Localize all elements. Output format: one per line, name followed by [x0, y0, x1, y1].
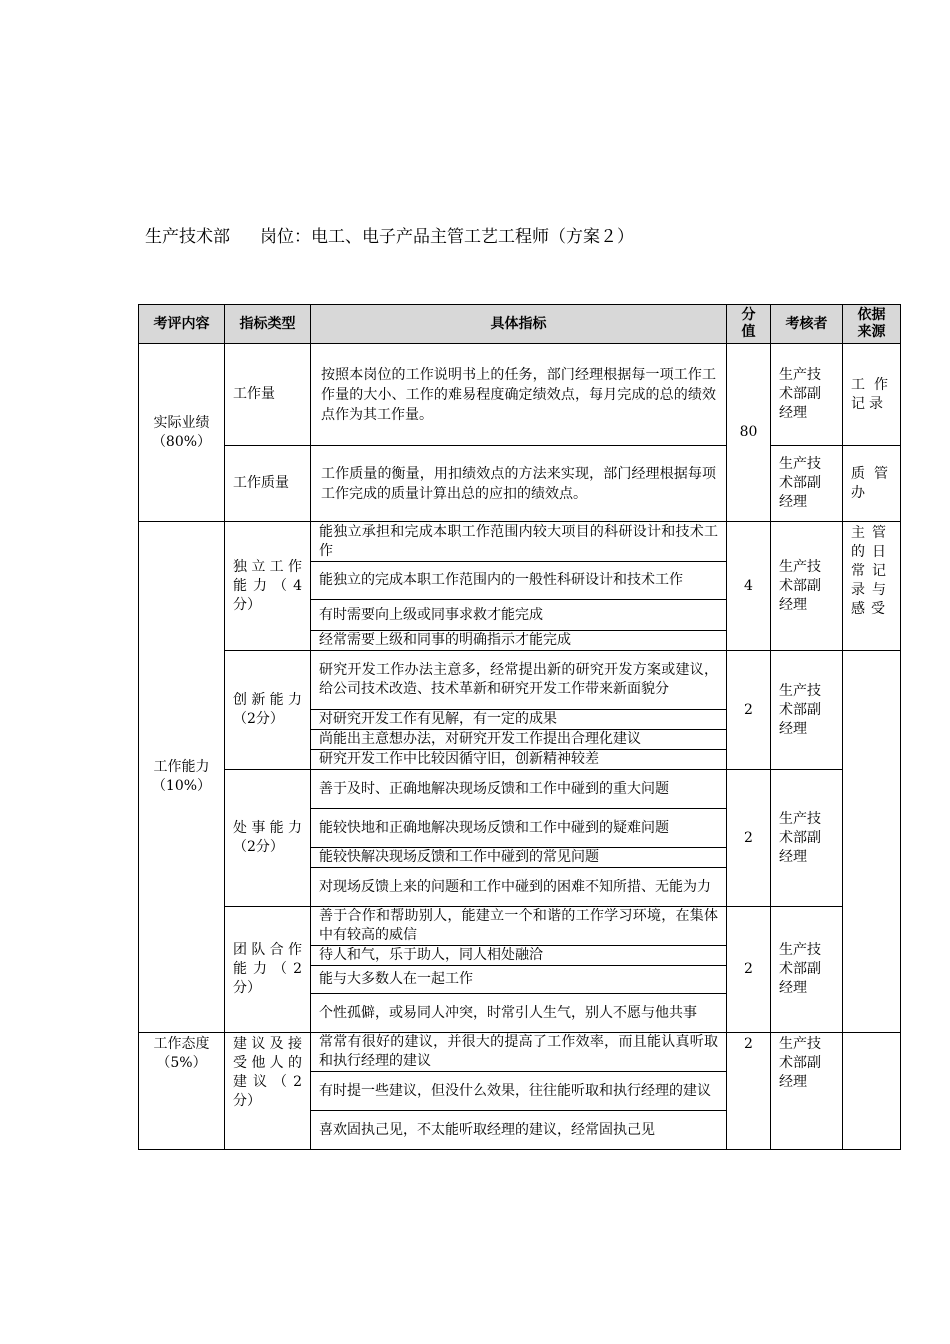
indicator-innovation-3: 尚能出主意想办法，对研究开发工作提出合理化建议	[311, 730, 727, 750]
type-handling: 处事能力（2分）	[225, 770, 311, 907]
evaluation-table	[138, 304, 901, 1150]
type-quality: 工作质量	[225, 446, 311, 522]
source-ability-continued	[843, 651, 901, 1033]
indicator-teamwork-2: 待人和气，乐于助人，同人相处融洽	[311, 946, 727, 966]
reviewer-teamwork: 生产技术部副经理	[771, 907, 843, 1033]
category-performance: 实际业绩（80%）	[139, 344, 225, 522]
indicator-handling-4: 对现场反馈上来的问题和工作中碰到的困难不知所措、无能为力	[311, 868, 727, 907]
indicator-independent-1: 能独立承担和完成本职工作范围内较大项目的科研设计和技术工作	[311, 522, 727, 562]
score-attitude: 2	[727, 1033, 771, 1150]
department-label: 生产技术部	[145, 227, 230, 247]
type-attitude: 建议及接受他人的建议（2分）	[225, 1033, 311, 1150]
header-source: 依据来源	[843, 305, 901, 344]
category-attitude: 工作态度（5%）	[139, 1033, 225, 1150]
indicator-independent-3: 有时需要向上级或同事求救才能完成	[311, 600, 727, 631]
type-teamwork: 团队合作能力（2分）	[225, 907, 311, 1033]
header-score: 分值	[727, 305, 771, 344]
reviewer-independent: 生产技术部副经理	[771, 522, 843, 651]
score-teamwork: 2	[727, 907, 771, 1033]
type-innovation: 创新能力（2分）	[225, 651, 311, 770]
reviewer-attitude: 生产技术部副经理	[771, 1033, 843, 1150]
reviewer-workload: 生产技术部副经理	[771, 344, 843, 446]
indicator-innovation-1: 研究开发工作办法主意多，经常提出新的研究开发方案或建议，给公司技术改造、技术革新和研究开发工作带来新面貌分	[311, 651, 727, 710]
category-ability: 工作能力（10%）	[139, 522, 225, 1033]
source-quality: 质管办	[843, 446, 901, 522]
indicator-independent-2: 能独立的完成本职工作范围内的一般性科研设计和技术工作	[311, 562, 727, 600]
source-ability: 主管的日常记录与感受	[843, 522, 901, 651]
header-row	[139, 305, 901, 344]
header-type: 指标类型	[225, 305, 311, 344]
header-reviewer: 考核者	[771, 305, 843, 344]
indicator-handling-2: 能较快地和正确地解决现场反馈和工作中碰到的疑难问题	[311, 809, 727, 848]
table-row	[139, 446, 901, 522]
table-row	[139, 907, 901, 946]
indicator-workload: 按照本岗位的工作说明书上的任务，部门经理根据每一项工作工作量的大小、工作的难易程度确定绩效点，每月完成的总的绩效点作为其工作量。	[311, 344, 727, 446]
reviewer-quality: 生产技术部副经理	[771, 446, 843, 522]
header-indicator: 具体指标	[311, 305, 727, 344]
score-handling: 2	[727, 770, 771, 907]
reviewer-innovation: 生产技术部副经理	[771, 651, 843, 770]
table-row	[139, 344, 901, 446]
indicator-independent-4: 经常需要上级和同事的明确指示才能完成	[311, 631, 727, 651]
indicator-innovation-4: 研究开发工作中比较因循守旧，创新精神较差	[311, 750, 727, 770]
indicator-attitude-3: 喜欢固执己见，不太能听取经理的建议，经常固执己见	[311, 1111, 727, 1150]
indicator-teamwork-4: 个性孤僻，或易同人冲突，时常引人生气，别人不愿与他共事	[311, 994, 727, 1033]
indicator-handling-3: 能较快解决现场反馈和工作中碰到的常见问题	[311, 848, 727, 868]
indicator-attitude-1: 常常有很好的建议，并很大的提高了工作效率，而且能认真听取和执行经理的建议	[311, 1033, 727, 1072]
page-heading	[145, 222, 634, 247]
indicator-innovation-2: 对研究开发工作有见解，有一定的成果	[311, 710, 727, 730]
score-innovation: 2	[727, 651, 771, 770]
table-row	[139, 522, 901, 562]
header-category: 考评内容	[139, 305, 225, 344]
type-independent: 独立工作能力（4分）	[225, 522, 311, 651]
table-row	[139, 651, 901, 710]
reviewer-handling: 生产技术部副经理	[771, 770, 843, 907]
source-attitude	[843, 1033, 901, 1150]
source-workload: 工作记录	[843, 344, 901, 446]
score-performance: 80	[727, 344, 771, 522]
type-workload: 工作量	[225, 344, 311, 446]
indicator-attitude-2: 有时提一些建议，但没什么效果，往往能听取和执行经理的建议	[311, 1072, 727, 1111]
indicator-teamwork-3: 能与大多数人在一起工作	[311, 966, 727, 994]
table-row	[139, 1033, 901, 1072]
table-row	[139, 770, 901, 809]
position-label: 岗位：电工、电子产品主管工艺工程师（方案２）	[260, 227, 634, 247]
indicator-teamwork-1: 善于合作和帮助别人，能建立一个和谐的工作学习环境，在集体中有较高的威信	[311, 907, 727, 946]
score-independent: 4	[727, 522, 771, 651]
indicator-quality: 工作质量的衡量，用扣绩效点的方法来实现，部门经理根据每项工作完成的质量计算出总的应扣的绩效点。	[311, 446, 727, 522]
indicator-handling-1: 善于及时、正确地解决现场反馈和工作中碰到的重大问题	[311, 770, 727, 809]
